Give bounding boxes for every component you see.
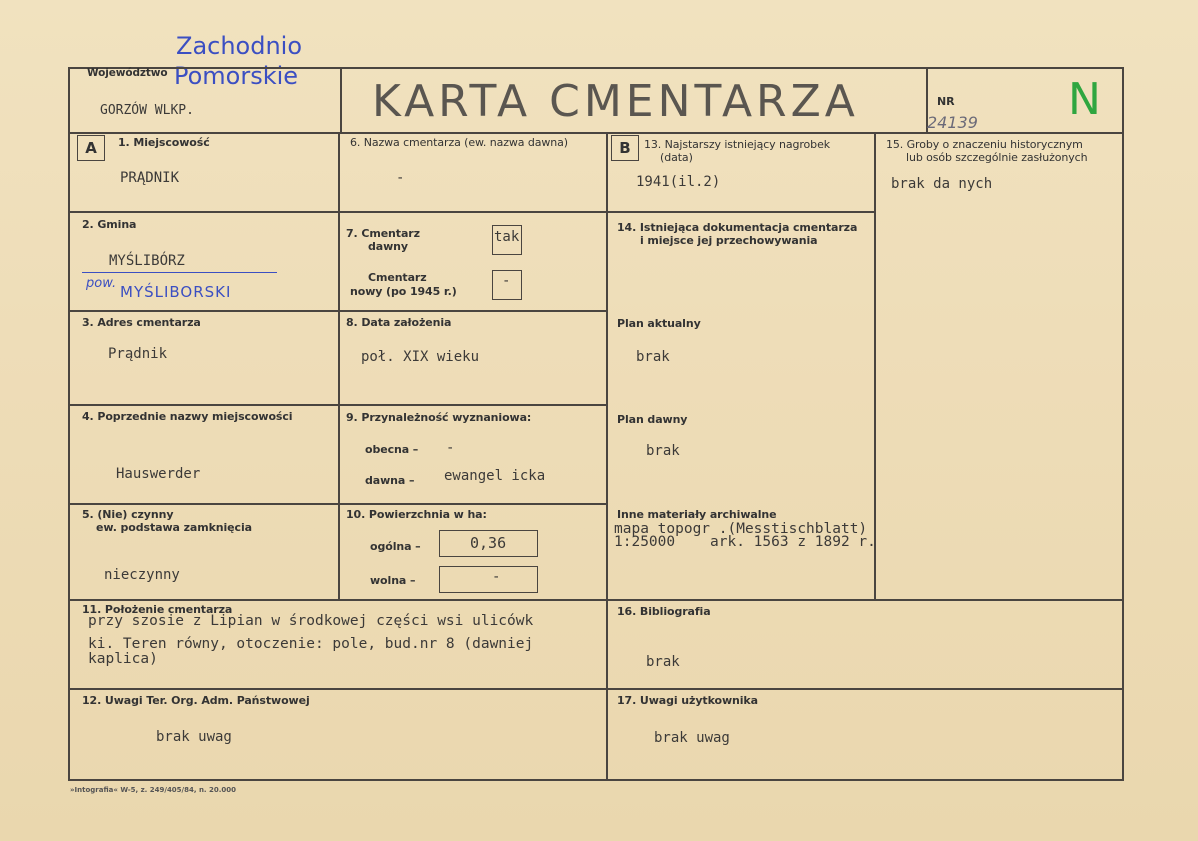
card-title: KARTA CMENTARZA [372, 76, 859, 127]
field-5-label-1: 5. (Nie) czynny [82, 508, 174, 521]
plan-old-value: brak [646, 443, 680, 459]
other-materials-line-1: mapa topogr .(Messtischblatt) [614, 521, 868, 537]
field-9-label: 9. Przynależność wyznaniowa: [346, 411, 532, 424]
field-4-label: 4. Poprzednie nazwy miejscowości [82, 410, 293, 423]
field-2-label: 2. Gmina [82, 218, 137, 231]
field-7-nowy-value: - [502, 273, 511, 289]
field-17-label: 17. Uwagi użytkownika [617, 694, 758, 707]
field-14-label-1: 14. Istniejąca dokumentacja cmentarza [617, 221, 858, 234]
field-13-label-2: (data) [660, 151, 693, 164]
field-11-line-1: przy szosie z Lipian w środkowej części wsi ulicówk [88, 613, 534, 629]
plan-current-value: brak [636, 349, 670, 365]
field-2-underline [82, 272, 277, 273]
field-16-value: brak [646, 654, 680, 670]
field-3-value: Prądnik [108, 346, 168, 362]
field-3-label: 3. Adres cmentarza [82, 316, 201, 329]
field-2-value: MYŚLIBÓRZ [109, 253, 185, 269]
field-5-value: nieczynny [104, 567, 180, 583]
field-16-label: 16. Bibliografia [617, 605, 711, 618]
printer-footer: »Intografia« W-5, z. 249/405/84, n. 20.000 [70, 786, 237, 794]
field-7-label-1: 7. Cmentarz [346, 227, 420, 240]
field-2-county-handwritten: MYŚLIBORSKI [120, 283, 232, 301]
field-9-obecna-label: obecna – [365, 443, 419, 456]
other-materials-line-2: 1:25000 ark. 1563 z 1892 r. [614, 534, 876, 550]
field-11-line-3: kaplica) [88, 651, 158, 667]
section-a-box: A [77, 135, 105, 161]
field-13-label-1: 13. Najstarszy istniejący nagrobek [644, 138, 831, 151]
field-5-label-2: ew. podstawa zamknięcia [96, 521, 252, 534]
field-11-label: 11. Położenie cmentarza [82, 603, 233, 616]
field-15-label-1: 15. Groby o znaczeniu historycznym [886, 138, 1083, 151]
nr-handwritten: 24139 [927, 113, 978, 132]
field-9-dawna-label: dawna – [365, 474, 415, 487]
field-1-value: PRĄDNIK [120, 170, 180, 186]
field-10-label: 10. Powierzchnia w ha: [346, 508, 487, 521]
field-2-pow-handwritten: pow. [86, 276, 117, 291]
field-11-line-2: ki. Teren równy, otoczenie: pole, bud.nr 8 (dawniej [88, 636, 534, 652]
voivodeship-label: Województwo [87, 67, 168, 79]
col-divider-3 [874, 132, 876, 599]
field-7-label-4: nowy (po 1945 r.) [350, 285, 457, 298]
row-line-4 [68, 503, 606, 505]
field-14-label-2: i miejsce jej przechowywania [640, 234, 818, 247]
letter-n-stamp: N [1068, 74, 1101, 125]
field-8-value: poł. XIX wieku [361, 349, 480, 365]
field-12-label: 12. Uwagi Ter. Org. Adm. Państwowej [82, 694, 310, 707]
other-materials-label: Inne materiały archiwalne [617, 508, 777, 521]
field-17-value: brak uwag [654, 730, 730, 746]
field-15-label-2: lub osób szczególnie zasłużonych [906, 151, 1088, 164]
field-1-label: 1. Miejscowość [118, 136, 210, 149]
field-7-dawny-value: tak [494, 229, 520, 245]
header-bottom-line [68, 132, 1124, 134]
row-line-2 [68, 310, 606, 312]
field-6-value: - [396, 170, 405, 186]
field-7-label-2: dawny [368, 240, 408, 253]
section-b-box: B [611, 135, 639, 161]
voivodeship-handwritten-line2: Pomorskie [174, 62, 299, 90]
plan-old-label: Plan dawny [617, 413, 688, 426]
field-4-value: Hauswerder [116, 466, 201, 482]
voivodeship-handwritten-line1: Zachodnio [176, 32, 303, 60]
field-6-label: 6. Nazwa cmentarza (ew. nazwa dawna) [350, 136, 568, 149]
field-10-ogolna-label: ogólna – [370, 540, 421, 553]
row-line-3 [68, 404, 606, 406]
form-frame [68, 67, 1124, 781]
field-10-ogolna-value: 0,36 [470, 534, 507, 552]
field-10-wolna-box [439, 566, 538, 593]
field-15-value: brak da nych [891, 176, 993, 192]
row-line-5 [68, 599, 1124, 601]
row-line-6 [68, 688, 1124, 690]
row-line-1 [68, 211, 874, 213]
field-9-dawna-value: ewangel icka [444, 468, 546, 484]
field-10-wolna-label: wolna – [370, 574, 416, 587]
col-divider-2 [606, 132, 608, 780]
field-7-label-3: Cmentarz [368, 271, 427, 284]
voivodeship-value: GORZÓW WLKP. [100, 103, 194, 118]
field-8-label: 8. Data założenia [346, 316, 452, 329]
nr-label: NR [937, 95, 955, 108]
field-10-wolna-value: - [492, 569, 501, 585]
header-divider-1 [340, 67, 342, 133]
field-13-value: 1941(il.2) [636, 174, 721, 190]
plan-current-label: Plan aktualny [617, 317, 701, 330]
col-divider-1 [338, 132, 340, 599]
field-12-value: brak uwag [156, 729, 232, 745]
field-9-obecna-value: - [446, 440, 455, 456]
